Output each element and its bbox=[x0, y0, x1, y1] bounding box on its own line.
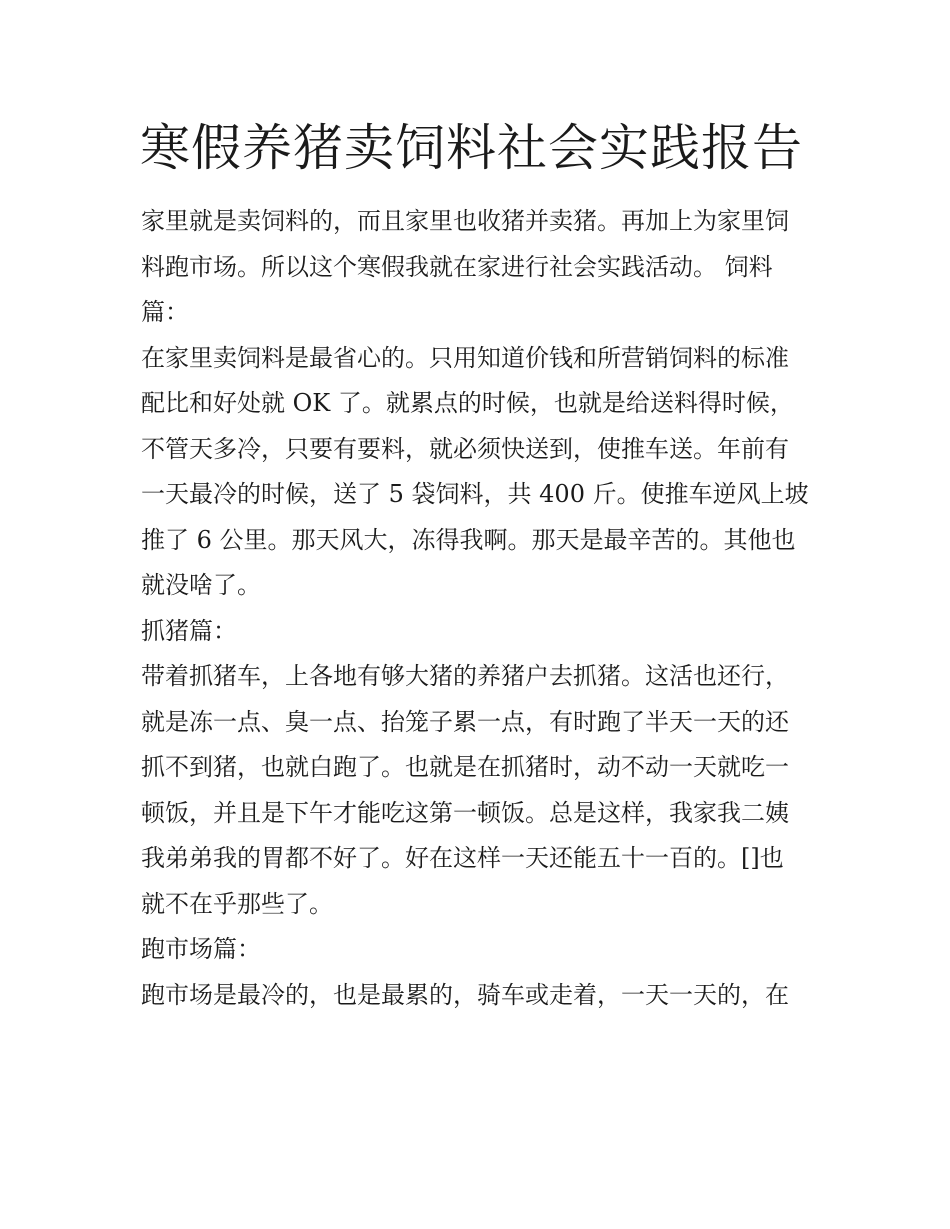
text-line: 我弟弟我的胃都不好了。好在这样一天还能五十一百的。[]也 bbox=[141, 844, 784, 872]
text-line: 就不在乎那些了。 bbox=[141, 889, 333, 918]
section-heading-pig-catching bbox=[141, 609, 821, 655]
text-line: 就没啥了。 bbox=[141, 571, 261, 599]
text-line: 带着抓猪车，上各地有够大猪的养猪户去抓猪。这活也还行， bbox=[141, 662, 789, 690]
text-line: 抓猪篇： bbox=[141, 616, 237, 645]
text-line: 抓不到猪，也就白跑了。也就是在抓猪时，动不动一天就吃一 bbox=[141, 753, 789, 781]
paragraph-market bbox=[141, 973, 821, 1019]
text-line: 推了 6 公里。那天风大，冻得我啊。那天是最辛苦的。其他也 bbox=[141, 525, 796, 554]
text-line: 配比和好处就 OK 了。就累点的时候，也就是给送料得时候， bbox=[141, 389, 794, 417]
text-line: 一天最冷的时候，送了 5 袋饲料，共 400 斤。使推车逆风上坡 bbox=[141, 480, 809, 508]
text-line: 顿饭，并且是下午才能吃这第一顿饭。总是这样，我家我二姨 bbox=[141, 798, 789, 827]
text-line: 篇： bbox=[141, 298, 189, 326]
text-line: 料跑市场。所以这个寒假我就在家进行社会实践活动。 饲料 bbox=[141, 252, 773, 281]
paragraph-feed-section bbox=[141, 336, 821, 609]
text-line: 就是冻一点、臭一点、抬笼子累一点，有时跑了半天一天的还 bbox=[141, 707, 789, 736]
text-line: 不管天多冷，只要有要料，就必须快送到，使推车送。年前有 bbox=[141, 434, 789, 463]
text-line: 跑市场篇： bbox=[141, 935, 261, 963]
document-title: 寒假养猪卖饲料社会实践报告 bbox=[140, 119, 803, 177]
document-body bbox=[141, 199, 821, 1018]
text-line: 在家里卖饲料是最省心的。只用知道价钱和所营销饲料的标准 bbox=[141, 343, 789, 372]
text-line: 家里就是卖饲料的，而且家里也收猪并卖猪。再加上为家里饲 bbox=[141, 207, 789, 235]
paragraph-pig-catching bbox=[141, 654, 821, 927]
paragraph-intro bbox=[141, 199, 821, 336]
text-line: 跑市场是最冷的，也是最累的，骑车或走着，一天一天的，在 bbox=[141, 980, 789, 1009]
section-heading-market bbox=[141, 927, 821, 973]
